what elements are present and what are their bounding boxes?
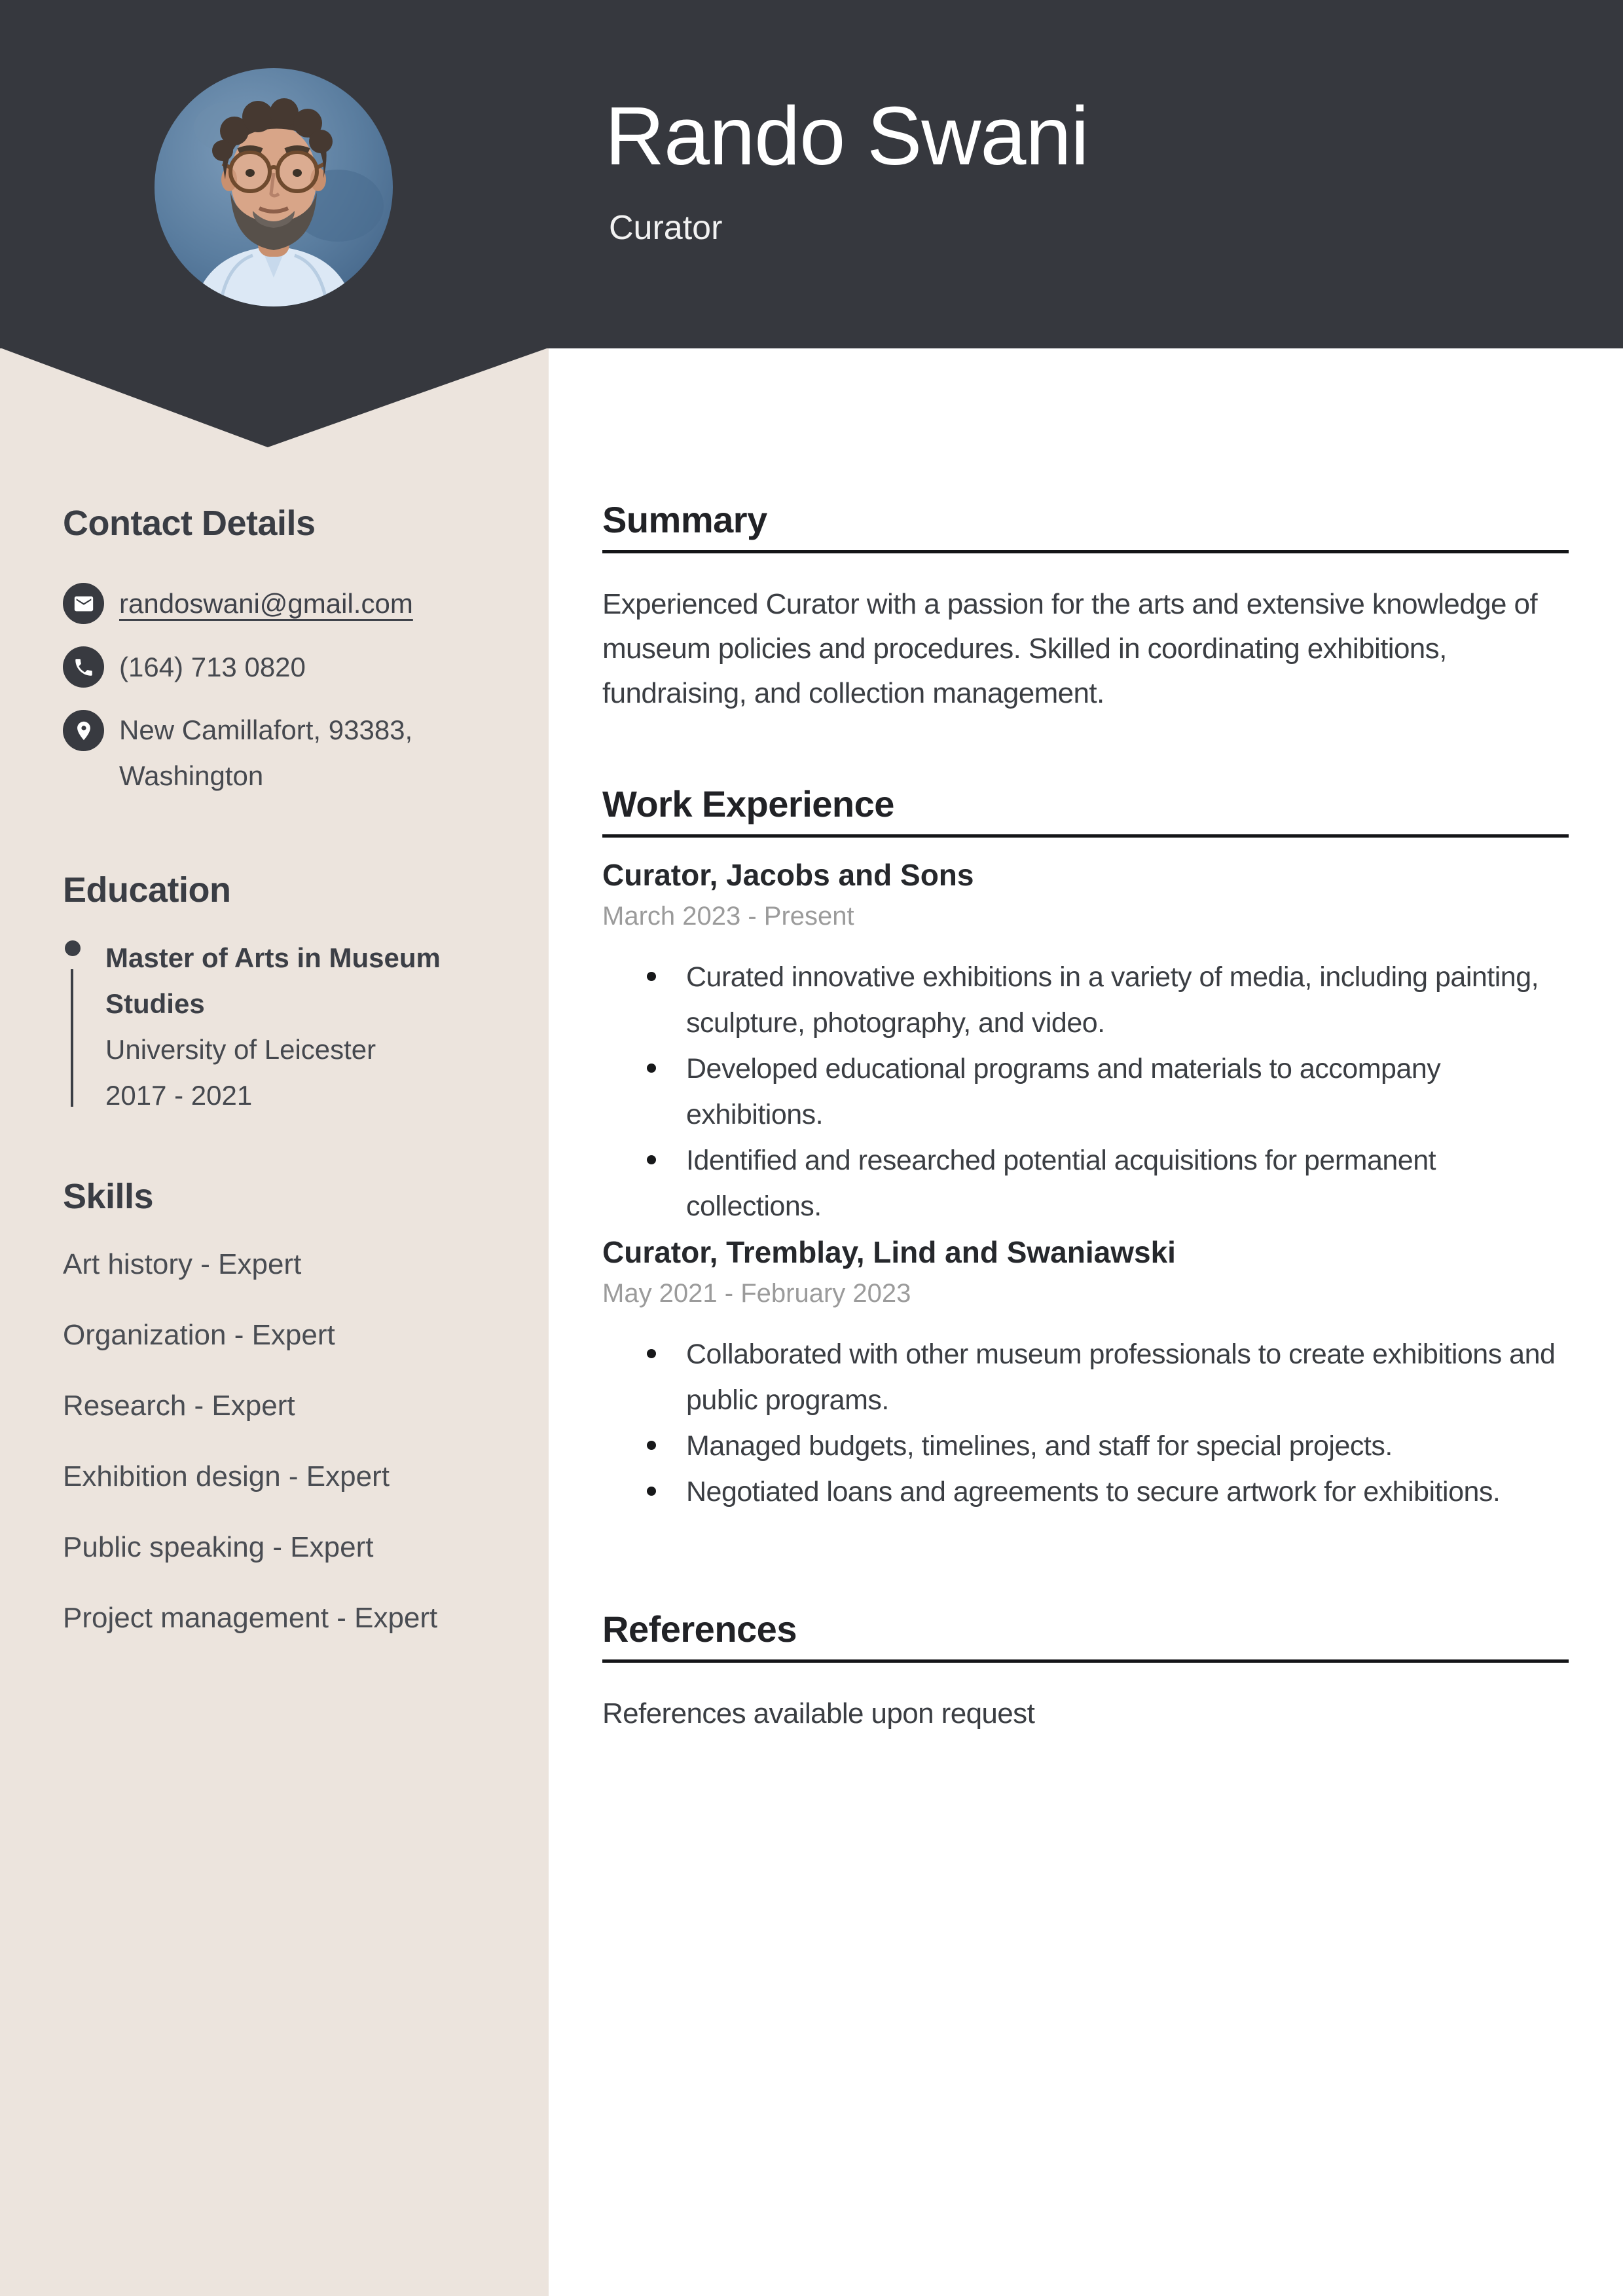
summary-text: Experienced Curator with a passion for the arts and extensive knowledge of museum policies and procedures. Skilled in coordinating exhibitions, fundraising, and collection management. <box>602 588 1537 709</box>
summary-section <box>602 499 1569 716</box>
job-title: Curator, Jacobs and Sons <box>602 858 974 892</box>
section-divider <box>602 550 1569 553</box>
skill-item: Project management - Expert <box>63 1602 438 1634</box>
section-divider <box>602 1659 1569 1663</box>
job-entry <box>602 857 1569 1229</box>
job-dates: May 2021 - February 2023 <box>602 1279 911 1308</box>
phone-number: (164) 713 0820 <box>119 652 306 682</box>
job-bullet: Developed educational programs and materials to accompany exhibitions. <box>602 1046 1568 1138</box>
contact-phone-row <box>63 646 515 688</box>
job-dates: March 2023 - Present <box>602 902 854 931</box>
skill-item: Exhibition design - Expert <box>63 1460 390 1492</box>
location-pin-icon <box>63 710 104 751</box>
contact-details-section <box>63 503 515 821</box>
envelope-icon <box>63 583 104 624</box>
job-bullet: Managed budgets, timelines, and staff for special projects. <box>602 1423 1568 1469</box>
education-section <box>63 870 515 1119</box>
contact-email-row <box>63 583 515 624</box>
location-text: New Camillafort, 93383, Washington <box>119 714 413 791</box>
education-timeline-marker <box>63 935 105 1119</box>
work-experience-heading: Work Experience <box>602 783 894 824</box>
job-bullet: Collaborated with other museum professionals to create exhibitions and public programs. <box>602 1331 1568 1423</box>
person-job-title: Curator <box>609 209 723 247</box>
job-bullet: Negotiated loans and agreements to secure artwork for exhibitions. <box>602 1469 1568 1515</box>
email-link[interactable]: randoswani@gmail.com <box>119 588 413 619</box>
references-heading: References <box>602 1608 797 1650</box>
profile-photo-illustration <box>155 68 393 306</box>
job-bullet-list <box>602 954 1569 1229</box>
job-bullet: Identified and researched potential acquisitions for permanent collections. <box>602 1138 1568 1229</box>
avatar <box>155 68 393 306</box>
skills-list <box>63 1250 515 1633</box>
skill-item: Public speaking - Expert <box>63 1531 374 1563</box>
skill-item: Research - Expert <box>63 1390 295 1422</box>
section-divider <box>602 834 1569 838</box>
phone-icon <box>63 646 104 688</box>
education-school: University of Leicester <box>105 1034 376 1065</box>
references-section <box>602 1608 1569 1736</box>
job-title: Curator, Tremblay, Lind and Swaniawski <box>602 1235 1176 1269</box>
job-bullet: Curated innovative exhibitions in a variety of media, including painting, sculpture, photography, and video. <box>602 954 1568 1046</box>
contact-location-row <box>63 710 515 799</box>
references-text: References available upon request <box>602 1697 1035 1730</box>
skills-heading: Skills <box>63 1177 154 1216</box>
education-degree: Master of Arts in Museum Studies <box>105 942 441 1019</box>
person-name: Rando Swani <box>605 90 1089 182</box>
summary-heading: Summary <box>602 499 767 540</box>
skill-item: Organization - Expert <box>63 1319 335 1351</box>
education-heading: Education <box>63 870 231 910</box>
work-experience-section <box>602 783 1569 1515</box>
timeline-line <box>71 969 73 1107</box>
education-years: 2017 - 2021 <box>105 1080 253 1111</box>
job-entry <box>602 1234 1569 1515</box>
education-entry <box>63 935 515 1119</box>
skills-section <box>63 1176 515 1674</box>
contact-details-heading: Contact Details <box>63 504 316 543</box>
timeline-dot <box>65 940 81 956</box>
skill-item: Art history - Expert <box>63 1248 302 1280</box>
job-bullet-list <box>602 1331 1569 1515</box>
